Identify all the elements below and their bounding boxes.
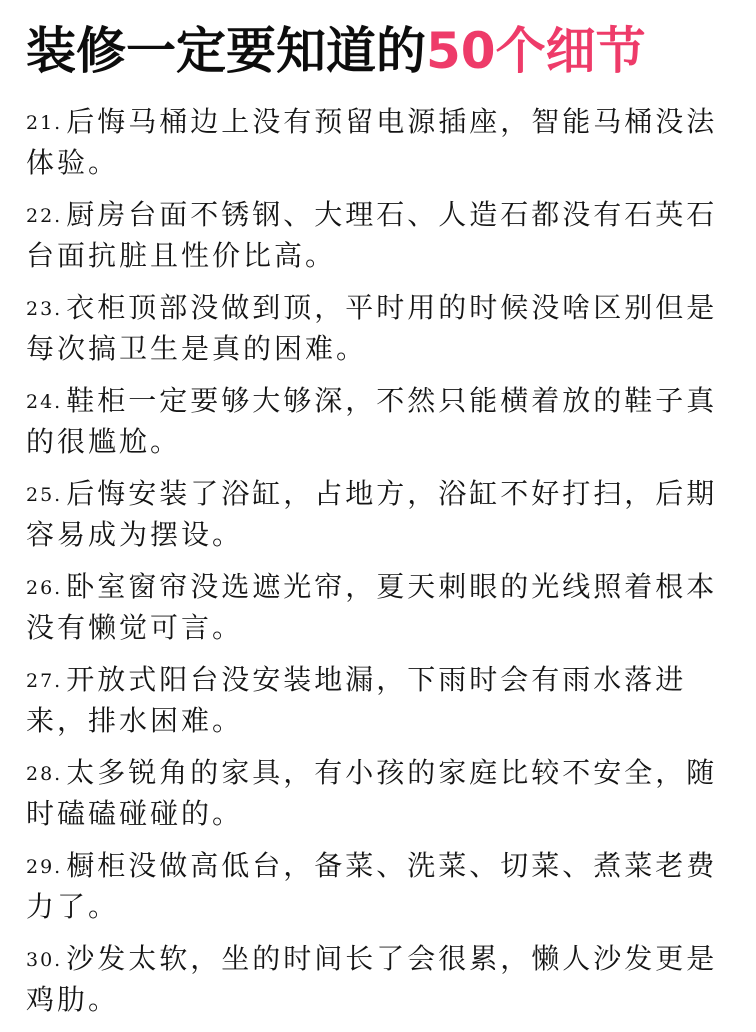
item-text: 衣柜顶部没做到顶，平时用的时候没啥区别但是每次搞卫生是真的困难。 (26, 291, 718, 365)
item-number: 29. (26, 856, 63, 878)
item-text: 后悔马桶边上没有预留电源插座，智能马桶没法体验。 (26, 105, 718, 179)
item-number: 21. (26, 112, 63, 134)
item-text: 后悔安装了浴缸，占地方，浴缸不好打扫，后期容易成为摆设。 (26, 477, 718, 551)
item-text: 沙发太软，坐的时间长了会很累，懒人沙发更是鸡肋。 (26, 942, 718, 1016)
list-item (26, 567, 732, 648)
item-text: 卧室窗帘没选遮光帘，夏天刺眼的光线照着根本没有懒觉可言。 (26, 570, 718, 644)
list-item (26, 288, 732, 369)
item-number: 28. (26, 763, 63, 785)
item-number: 24. (26, 391, 63, 413)
item-number: 26. (26, 577, 63, 599)
list-item (26, 381, 732, 462)
list-item (26, 753, 732, 834)
list-item (26, 846, 732, 927)
item-number: 22. (26, 205, 63, 227)
list-item (26, 474, 732, 555)
page-title (26, 20, 746, 82)
list-item (26, 195, 732, 276)
item-text: 橱柜没做高低台，备菜、洗菜、切菜、煮菜老费力了。 (26, 849, 718, 923)
item-number: 25. (26, 484, 63, 506)
item-text: 太多锐角的家具，有小孩的家庭比较不安全，随时磕磕碰碰的。 (26, 756, 718, 830)
title-pink-part: 50个细节 (426, 22, 646, 80)
item-number: 27. (26, 670, 63, 692)
item-text: 鞋柜一定要够大够深，不然只能横着放的鞋子真的很尴尬。 (26, 384, 718, 458)
item-text: 厨房台面不锈钢、大理石、人造石都没有石英石台面抗脏且性价比高。 (26, 198, 718, 272)
item-text: 开放式阳台没安装地漏，下雨时会有雨水落进来，排水困难。 (26, 663, 687, 737)
list-item (26, 102, 732, 183)
item-number: 30. (26, 949, 63, 971)
title-black-part: 装修一定要知道的 (26, 22, 426, 80)
item-number: 23. (26, 298, 63, 320)
list-item (26, 660, 732, 741)
tips-list (26, 102, 732, 1032)
